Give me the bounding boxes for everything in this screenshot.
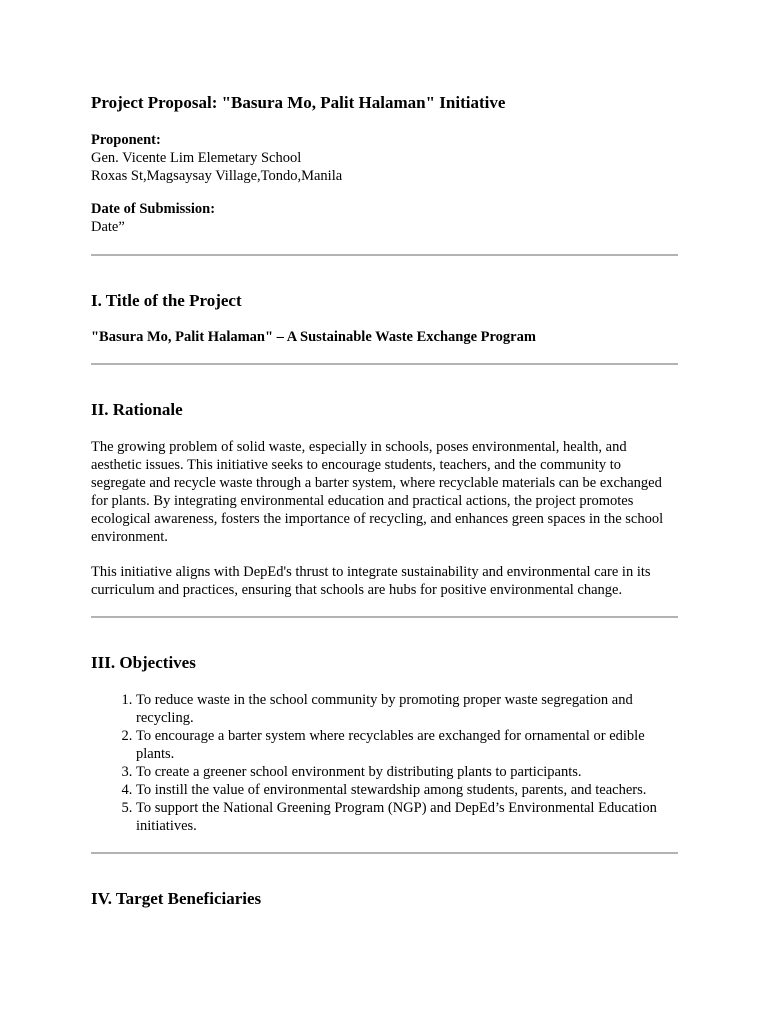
project-subtitle: "Basura Mo, Palit Halaman" – A Sustainable Waste Exchange Program [91,329,536,345]
list-item: 3. To create a greener school environment by distributing plants to participants. [136,763,678,781]
section-divider [91,254,678,256]
section-divider [91,363,678,365]
section-divider [91,852,678,854]
section-heading-title: I. Title of the Project [91,291,242,310]
proponent-school: Gen. Vicente Lim Elemetary School [91,150,302,166]
section-heading-beneficiaries: IV. Target Beneficiaries [91,889,262,908]
list-item: 2. To encourage a barter system where recyclables are exchanged for ornamental or edible plants. [136,727,678,763]
section-heading-rationale: II. Rationale [91,400,183,419]
proponent-label: Proponent: [91,132,161,148]
objectives-list [91,691,678,835]
list-item: 5. To support the National Greening Program (NGP) and DepEd’s Environmental Education initiatives. [136,799,678,835]
document-title: Project Proposal: "Basura Mo, Palit Halaman" Initiative [91,93,506,112]
proponent-address: Roxas St,Magsaysay Village,Tondo,Manila [91,168,343,184]
list-item: 1. To reduce waste in the school community by promoting proper waste segregation and recycling. [136,691,678,727]
rationale-paragraph-2: This initiative aligns with DepEd's thrust to integrate sustainability and environmental care in its curriculum and practices, ensuring that schools are hubs for positive environmental change. [91,564,651,598]
rationale-paragraph-1: The growing problem of solid waste, especially in schools, poses environmental, health, and aesthetic issues. This initiative seeks to encourage students, teachers, and the community to segregate and recycle waste through a barter system, where recyclable materials can be exchanged for plants. By integrating environmental education and practical actions, the project promotes ecological awareness, fosters the importance of recycling, and enhances green spaces in the school environment. [91,439,664,545]
submission-block [91,200,678,236]
proponent-block [91,131,678,185]
document-body [91,92,678,910]
list-item: 4. To instill the value of environmental stewardship among students, parents, and teachers. [136,781,678,799]
submission-label: Date of Submission: [91,201,216,217]
section-divider [91,616,678,618]
section-heading-objectives: III. Objectives [91,653,196,672]
submission-value: Date” [91,219,125,235]
